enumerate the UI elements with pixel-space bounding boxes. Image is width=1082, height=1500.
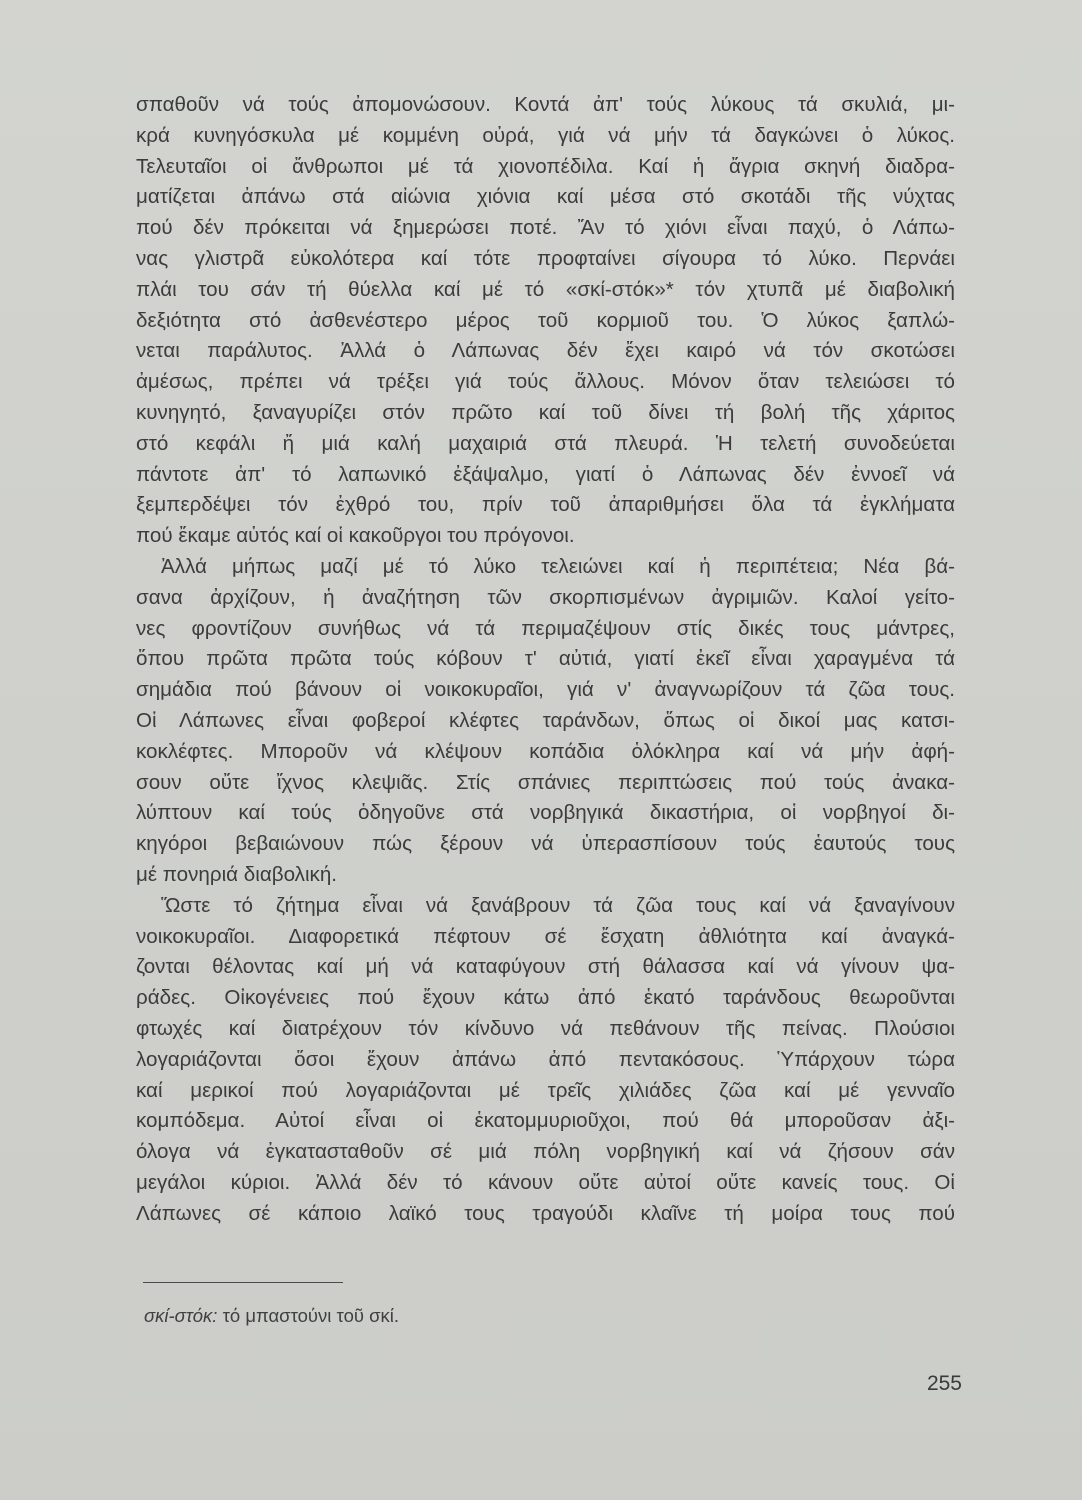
text-line: κρά κυνηγόσκυλα μέ κομμένη οὐρά, γιά νά μήν τά δαγκώνει ὁ λύκος. [136, 123, 955, 147]
text-line: λογαριάζονται ὅσοι ἔχουν ἀπάνω ἀπό πεντακόσους. Ὑπάρχουν τώρα [136, 1047, 955, 1071]
footnote-term: σκί-στόκ: [144, 1305, 218, 1326]
text-line: κοκλέφτες. Μποροῦν νά κλέψουν κοπάδια ὁλόκληρα καί νά μήν ἀφή- [136, 739, 955, 763]
text-line: Οἱ Λάπωνες εἶναι φοβεροί κλέφτες ταράνδων, ὅπως οἱ δικοί μας κατσι- [136, 708, 955, 732]
text-line: ξεμπερδέψει τόν ἐχθρό του, πρίν τοῦ ἀπαριθμήσει ὅλα τά ἐγκλήματα [136, 493, 955, 517]
text-line: ζονται θέλοντας καί μή νά καταφύγουν στή θάλασσα καί νά γίνουν ψα- [136, 955, 955, 979]
text-line: σημάδια πού βάνουν οἱ νοικοκυραῖοι, γιά ν' ἀναγνωρίζουν τά ζῶα τους. [136, 678, 955, 702]
text-line: φτωχές καί διατρέχουν τόν κίνδυνο νά πεθάνουν τῆς πείνας. Πλούσιοι [136, 1016, 955, 1040]
text-line: σουν οὔτε ἴχνος κλεψιᾶς. Στίς σπάνιες περιπτώσεις πού τούς ἀνακα- [136, 770, 955, 794]
footnote-text: τό μπαστούνι τοῦ σκί. [217, 1305, 400, 1326]
text-line: κομπόδεμα. Αὐτοί εἶναι οἱ ἑκατομμυριοῦχοι, πού θά μποροῦσαν ἀξι- [136, 1109, 955, 1133]
text-line: ματίζεται ἀπάνω στά αἰώνια χιόνια καί μέσα στό σκοτάδι τῆς νύχτας [136, 185, 955, 209]
text-line: ἀμέσως, πρέπει νά τρέξει γιά τούς ἄλλους. Μόνον ὅταν τελειώσει τό [136, 370, 955, 394]
footnote [144, 1303, 399, 1329]
page-number: 255 [926, 1372, 962, 1395]
text-line: ὅπου πρῶτα πρῶτα τούς κόβουν τ' αὐτιά, γιατί ἐκεῖ εἶναι χαραγμένα τά [136, 647, 955, 671]
text-line: πλάι του σάν τή θύελλα καί μέ τό «σκί-στόκ»* τόν χτυπᾶ μέ διαβολική [136, 277, 955, 301]
text-line: σανα ἀρχίζουν, ἡ ἀναζήτηση τῶν σκορπισμένων ἀγριμιῶν. Καλοί γείτο- [136, 585, 955, 609]
text-line: Τελευταῖοι οἱ ἄνθρωποι μέ τά χιονοπέδιλα. Καί ἡ ἄγρια σκηνή διαδρα- [136, 154, 955, 178]
footnote-divider [143, 1282, 343, 1283]
text-line: νες φροντίζουν συνήθως νά τά περιμαζέψουν στίς δικές τους μάντρες, [136, 616, 955, 640]
text-line: Λάπωνες σέ κάποιο λαϊκό τους τραγούδι κλαῖνε τή μοίρα τους πού [136, 1201, 955, 1225]
text-line: όλογα νά ἐγκατασταθοῦν σέ μιά πόλη νορβηγική καί νά ζήσουν σάν [136, 1140, 955, 1164]
paragraph-first-line: Ὥστε τό ζήτημα εἶναι νά ξανάβρουν τά ζῶα τους καί νά ξαναγίνουν [161, 893, 955, 917]
text-line: ράδες. Οἰκογένειες πού ἔχουν κάτω ἀπό ἑκατό ταράνδους θεωροῦνται [136, 986, 955, 1010]
text-line: δεξιότητα στό ἀσθενέστερο μέρος τοῦ κορμιοῦ του. Ὁ λύκος ξαπλώ- [136, 308, 955, 332]
text-line: καί μερικοί πού λογαριάζονται μέ τρεῖς χιλιάδες ζῶα καί μέ γενναῖο [136, 1078, 955, 1102]
text-line: κυνηγητό, ξαναγυρίζει στόν πρῶτο καί τοῦ δίνει τή βολή τῆς χάριτος [136, 400, 955, 424]
text-line: κηγόροι βεβαιώνουν πώς ξέρουν νά ὑπερασπίσουν τούς ἑαυτούς τους [136, 832, 955, 856]
text-line: πού δέν πρόκειται νά ξημερώσει ποτέ. Ἄν τό χιόνι εἶναι παχύ, ὁ Λάπω- [136, 216, 955, 240]
text-line: πάντοτε ἀπ' τό λαπωνικό ἐξάψαλμο, γιατί ὁ Λάπωνας δέν ἐννοεῖ νά [136, 462, 955, 486]
body-text [136, 90, 955, 1229]
text-line: στό κεφάλι ἤ μιά καλή μαχαιριά στά πλευρά. Ἡ τελετή συνοδεύεται [136, 431, 955, 455]
text-line: λύπτουν καί τούς ὁδηγοῦνε στά νορβηγικά δικαστήρια, οἱ νορβηγοί δι- [136, 801, 955, 825]
text-line: νας γλιστρᾶ εὐκολότερα καί τότε προφταίνει σίγουρα τό λύκο. Περνάει [136, 246, 955, 270]
text-line: σπαθοῦν νά τούς ἀπομονώσουν. Κοντά ἀπ' τούς λύκους τά σκυλιά, μι- [136, 93, 955, 116]
text-line: πού ἔκαμε αὐτός καί οἱ κακοῦργοι του πρόγονοι. [136, 524, 575, 548]
paragraph-first-line: Ἀλλά μήπως μαζί μέ τό λύκο τελειώνει καί ἡ περιπέτεια; Νέα βά- [161, 554, 955, 578]
text-line: νεται παράλυτος. Ἀλλά ὁ Λάπωνας δέν ἔχει καιρό νά τόν σκοτώσει [136, 339, 955, 363]
text-line: μέ πονηριά διαβολική. [136, 862, 338, 886]
text-line: νοικοκυραῖοι. Διαφορετικά πέφτουν σέ ἔσχατη ἀθλιότητα καί ἀναγκά- [136, 924, 955, 948]
text-line: μεγάλοι κύριοι. Ἀλλά δέν τό κάνουν οὔτε αὐτοί οὔτε κανείς τους. Οἱ [136, 1170, 955, 1194]
